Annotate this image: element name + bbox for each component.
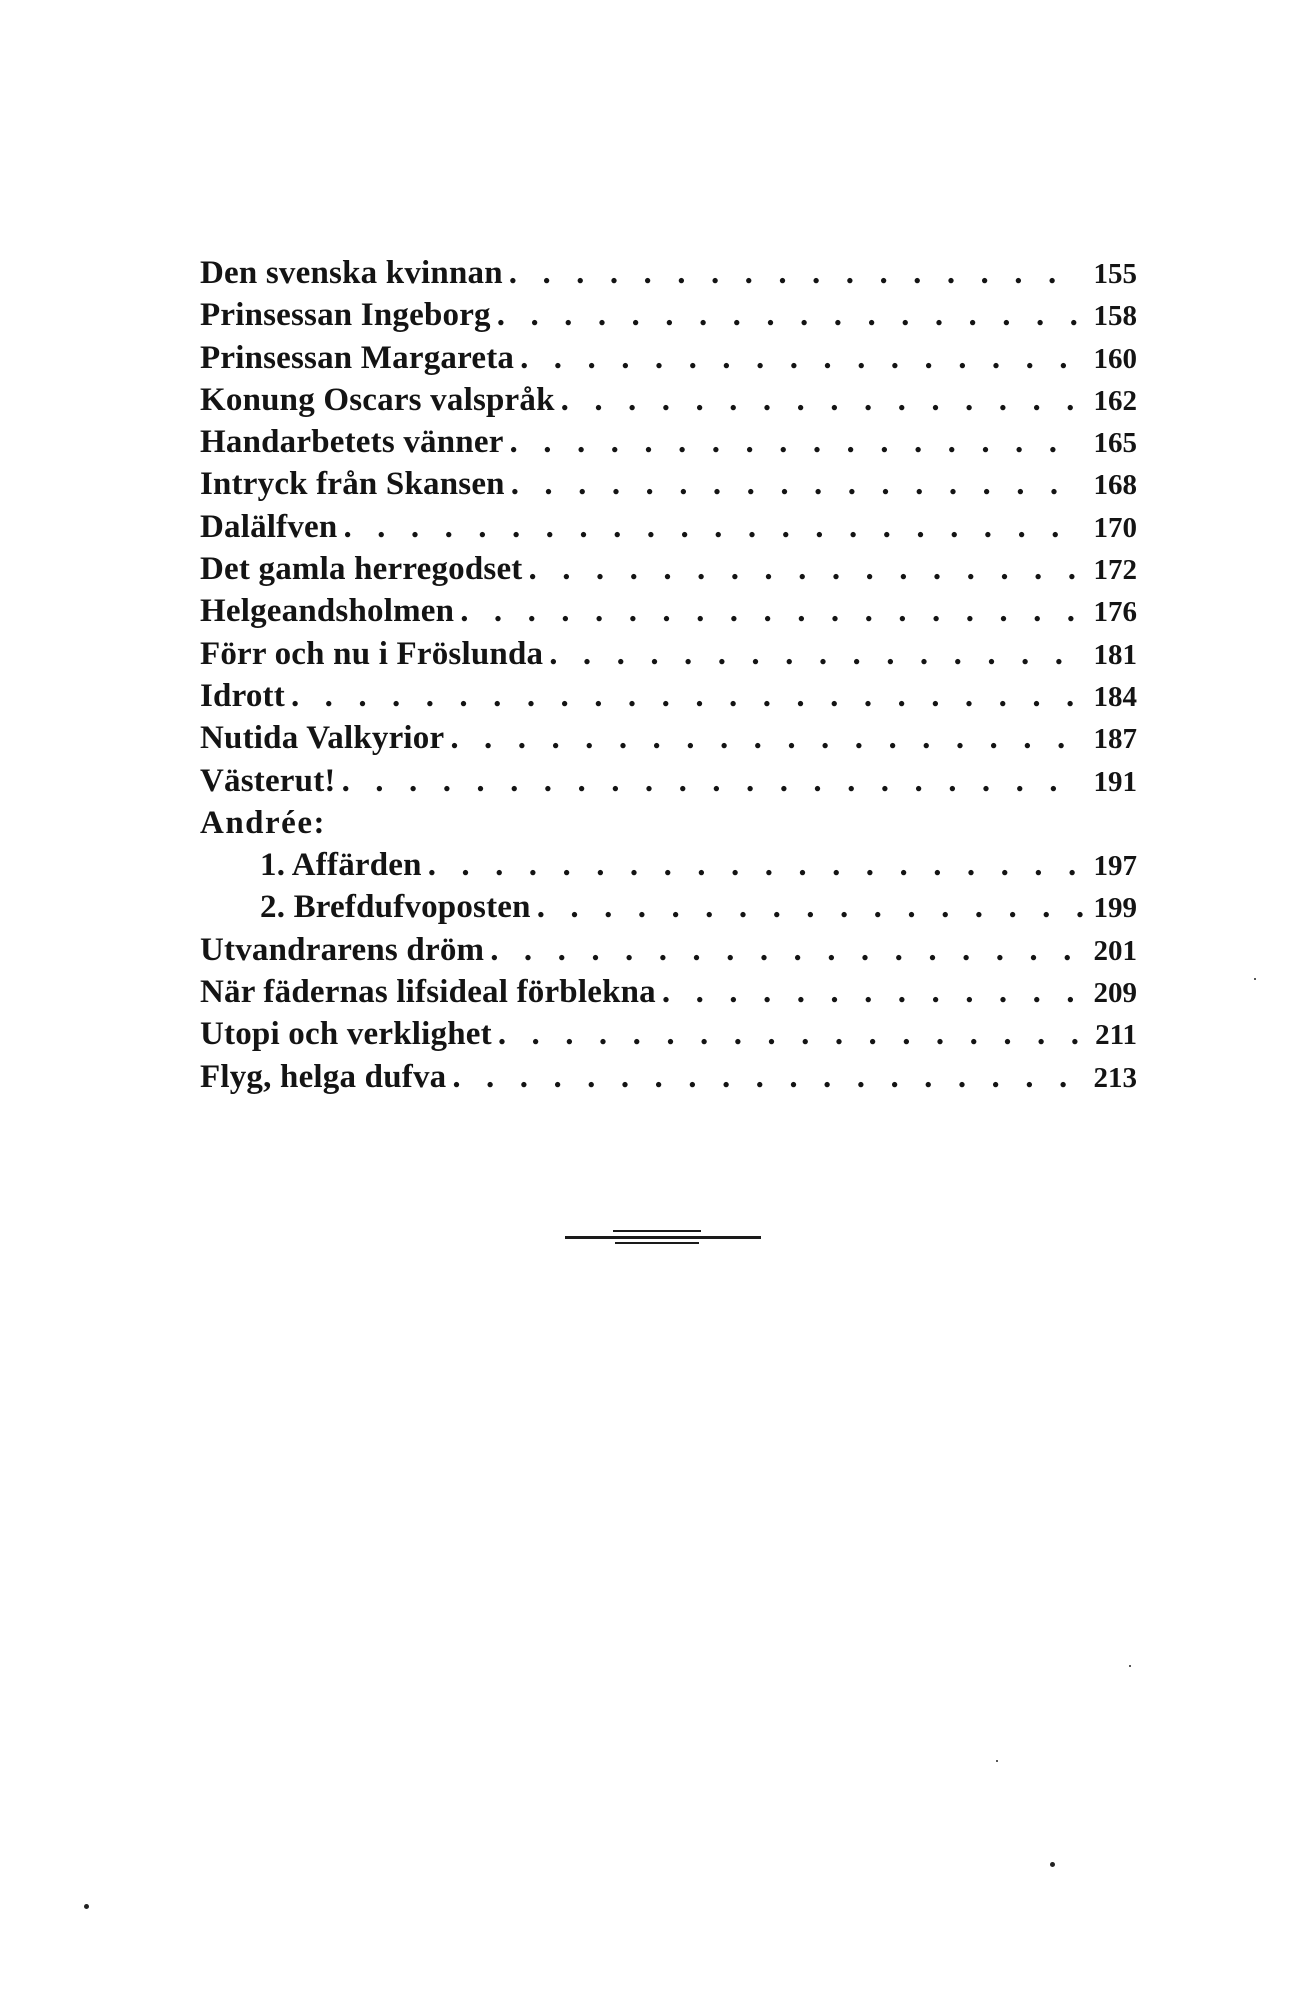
dot-leader — [497, 294, 1083, 336]
dot-leader — [549, 633, 1083, 675]
dot-leader — [520, 337, 1083, 379]
toc-entry-page: 213 — [1093, 1061, 1137, 1094]
toc-entry-page: 211 — [1095, 1019, 1137, 1052]
dot-leader — [498, 1013, 1083, 1055]
dot-leader — [460, 590, 1083, 632]
toc-entry — [200, 379, 1137, 421]
toc-entry-page: 201 — [1093, 934, 1137, 967]
toc-entry-title: Den svenska kvinnan — [200, 255, 503, 291]
toc-entry-title: När fädernas lifsideal förblekna — [200, 974, 656, 1011]
toc-entry-title: Det gamla herregodset — [200, 551, 523, 588]
toc-entry — [200, 633, 1137, 675]
toc-entry — [200, 337, 1137, 379]
dot-leader — [343, 506, 1083, 548]
toc-entry-page: 181 — [1093, 638, 1137, 671]
toc-entry-page: 191 — [1093, 765, 1137, 798]
toc-entry-title: Intryck från Skansen — [200, 466, 505, 503]
toc-entry-title: Helgeandsholmen — [200, 593, 455, 630]
toc-subentry — [200, 844, 1137, 886]
toc-entry-page: 197 — [1093, 850, 1137, 883]
toc-entry-title: Utopi och verklighet — [200, 1016, 492, 1053]
toc-entry — [200, 929, 1137, 971]
toc-entry-title: Flyg, helga dufva — [200, 1058, 447, 1095]
toc-entry — [200, 971, 1137, 1013]
dot-leader — [509, 252, 1083, 294]
ornament-line — [615, 1242, 699, 1244]
toc-entry — [200, 675, 1137, 717]
toc-subentry — [200, 886, 1137, 928]
toc-entry — [200, 463, 1137, 505]
toc-entry-title: 2. Brefdufvoposten — [260, 889, 531, 926]
dot-leader — [510, 421, 1083, 463]
toc-entry — [200, 760, 1137, 802]
dot-leader — [342, 760, 1083, 802]
toc-entry-page: 155 — [1093, 258, 1137, 290]
toc-section-heading: Andrée: — [200, 804, 326, 841]
toc-entry-title: Nutida Valkyrior — [200, 720, 445, 757]
print-speck — [1129, 1665, 1131, 1667]
toc-entry-title: Idrott — [200, 677, 285, 714]
dot-leader — [529, 548, 1083, 590]
toc-entry-page: 199 — [1093, 892, 1137, 925]
toc-entry-page: 209 — [1093, 977, 1137, 1010]
toc-entry-page: 160 — [1093, 342, 1137, 375]
toc-entry-page: 184 — [1093, 680, 1137, 713]
toc-entry — [200, 252, 1137, 294]
dot-leader — [450, 717, 1083, 759]
toc-entry-title: Utvandrarens dröm — [200, 931, 485, 968]
dot-leader — [452, 1056, 1083, 1098]
toc-entry-page: 172 — [1093, 554, 1137, 587]
toc-entry-title: Förr och nu i Fröslunda — [200, 635, 544, 672]
toc-entry-title: Prinsessan Margareta — [200, 339, 515, 376]
toc-entry-page: 162 — [1093, 384, 1137, 417]
toc-entry — [200, 294, 1137, 336]
dot-leader — [490, 929, 1083, 971]
toc-entry-title: Dalälfven — [200, 508, 338, 545]
toc-entry — [200, 506, 1137, 548]
toc-entry — [200, 1013, 1137, 1055]
print-speck — [1050, 1862, 1055, 1867]
toc-entry-title: Konung Oscars valspråk — [200, 381, 555, 418]
print-speck — [84, 1904, 89, 1909]
dot-leader — [662, 971, 1083, 1013]
toc-entry-title: Prinsessan Ingeborg — [200, 297, 491, 334]
toc-entry — [200, 1056, 1137, 1098]
ornament-line — [565, 1236, 761, 1239]
toc-entry-page: 168 — [1093, 469, 1137, 502]
print-speck — [996, 1760, 998, 1762]
dot-leader — [291, 675, 1083, 717]
toc-entry-page: 158 — [1093, 300, 1137, 333]
dot-leader — [537, 886, 1083, 928]
toc-entry-page: 187 — [1093, 723, 1137, 756]
toc-entry-title: 1. Affärden — [260, 847, 422, 884]
toc-entry-title: Västerut! — [200, 762, 336, 799]
dot-leader — [561, 379, 1083, 421]
toc-entry-page: 176 — [1093, 596, 1137, 629]
print-speck — [1254, 978, 1256, 980]
toc-entry-page: 165 — [1093, 427, 1137, 460]
toc-entry-page: 170 — [1093, 511, 1137, 544]
toc-entry — [200, 717, 1137, 759]
dot-leader — [511, 463, 1083, 505]
ornament-line — [613, 1230, 701, 1232]
dot-leader — [428, 844, 1083, 886]
toc-entry — [200, 590, 1137, 632]
toc-entry — [200, 421, 1137, 463]
toc-entry-title: Handarbetets vänner — [200, 424, 504, 461]
table-of-contents — [200, 252, 1137, 1098]
toc-entry — [200, 548, 1137, 590]
end-ornament-rule — [565, 1230, 761, 1244]
